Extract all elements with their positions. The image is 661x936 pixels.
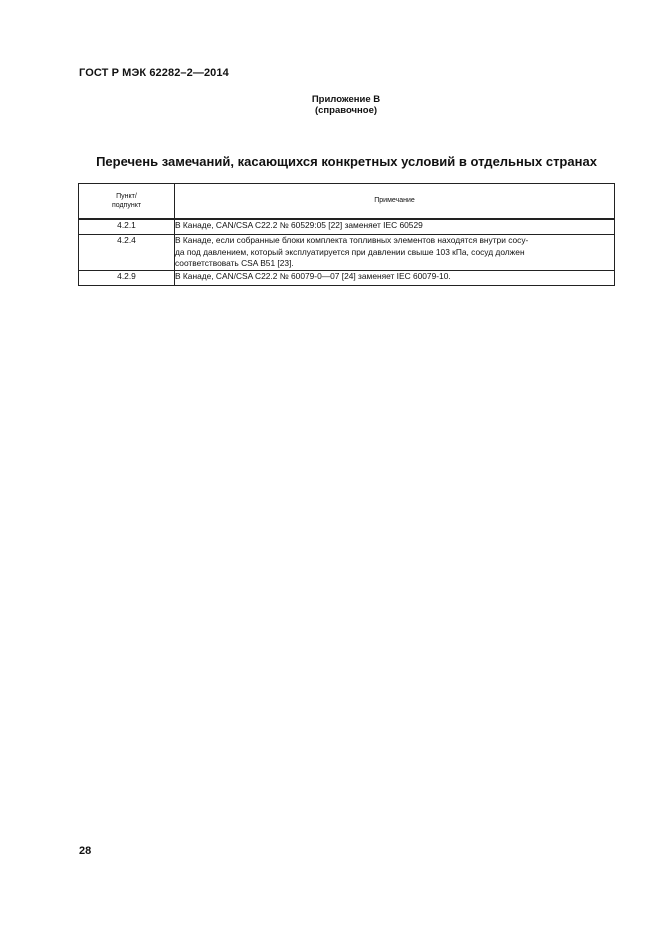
header-clause-line: Пункт/ bbox=[116, 192, 137, 200]
clause-cell: 4.2.4 bbox=[79, 235, 175, 271]
table-row bbox=[79, 235, 615, 271]
note-line: да под давлением, который эксплуатируется при давлении свыше 103 кПа, сосуд должен bbox=[175, 246, 525, 257]
country-notes-table bbox=[78, 183, 615, 286]
note-cell bbox=[175, 219, 615, 235]
table-header-row bbox=[79, 184, 615, 220]
table-row bbox=[79, 270, 615, 285]
page-number: 28 bbox=[79, 845, 92, 857]
header-clause-line: подпункт bbox=[111, 202, 142, 209]
clause-cell: 4.2.1 bbox=[79, 219, 175, 235]
section-title: Перечень замечаний, касающихся конкретных условий в отдельных странах bbox=[96, 154, 597, 169]
note-line: В Канаде, CAN/CSA C22.2 № 60079-0—07 [24] заменяет IEC 60079-10. bbox=[175, 270, 451, 281]
table-row bbox=[79, 219, 615, 235]
appendix-kind: (справочное) bbox=[314, 105, 378, 116]
document-code: ГОСТ Р МЭК 62282–2—2014 bbox=[79, 67, 229, 79]
clause-cell: 4.2.9 bbox=[79, 270, 175, 285]
note-line: В Канаде, CAN/CSA C22.2 № 60529:05 [22] заменяет IEC 60529 bbox=[175, 220, 423, 230]
note-line: соответствовать CSA B51 [23]. bbox=[175, 258, 294, 268]
appendix-title: Приложение В bbox=[311, 94, 381, 105]
note-line: В Канаде, если собранные блоки комплекта топливных элементов находятся внутри сосу- bbox=[175, 235, 529, 245]
note-cell bbox=[175, 235, 615, 271]
note-cell bbox=[175, 270, 615, 285]
header-clause bbox=[79, 184, 175, 220]
header-note: Примечание bbox=[175, 184, 615, 220]
